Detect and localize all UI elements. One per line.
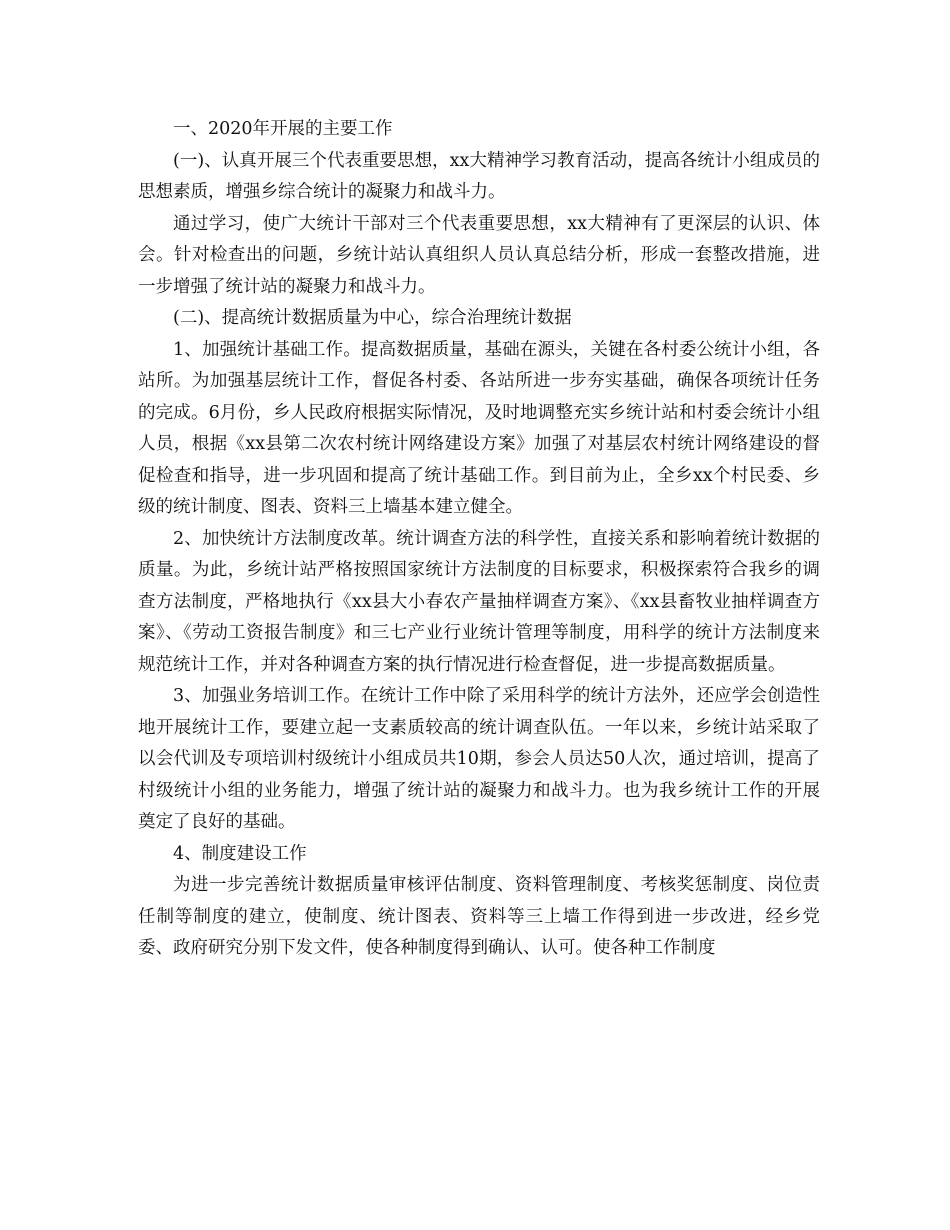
subsection-heading: (二)、提高统计数据质量为中心，综合治理统计数据 xyxy=(173,308,572,328)
body-paragraph: 1、加强统计基础工作。提高数据质量，基础在源头，关键在各村委公统计小组，各站所。为加强基层统计工作，督促各村委、各站所进一步夯实基础，确保各项统计任务的完成。6月份，乡人民政府根据实际情况，及时地调整充实乡统计站和村委会统计小组人员，根据《xx县第二次农村统计网络建设方案》加强了对基层农村统计网络建设的督促检查和指导，进一步巩固和提高了统计基础工作。到目前为止，全乡xx个村民委、乡级的统计制度、图表、资料三上墙基本建立健全。 xyxy=(138,339,820,517)
subsection-heading: 4、制度建设工作 xyxy=(173,843,307,864)
body-paragraph: 为进一步完善统计数据质量审核评估制度、资料管理制度、考核奖惩制度、岗位责任制等制度的建立，使制度、统计图表、资料等三上墙工作得到进一步改进，经乡党委、政府研究分别下发文件，使各种制度得到确认、认可。使各种工作制度 xyxy=(138,875,820,958)
document-body xyxy=(138,114,820,965)
section-heading: 一、2020年开展的主要工作 xyxy=(173,119,393,139)
body-paragraph: 2、加快统计方法制度改革。统计调查方法的科学性，直接关系和影响着统计数据的质量。为此，乡统计站严格按照国家统计方法制度的目标要求，积极探索符合我乡的调查方法制度，严格地执行《xx县大小春农产量抽样调查方案》、《xx县畜牧业抽样调查方案》、《劳动工资报告制度》和三七产业行业统计管理等制度，用科学的统计方法制度来规范统计工作，并对各种调查方案的执行情况进行检查督促，进一步提高数据质量。 xyxy=(138,528,820,675)
subsection-heading: (一)、认真开展三个代表重要思想，xx大精神学习教育活动，提高各统计小组成员的思想素质，增强乡综合统计的凝聚力和战斗力。 xyxy=(138,150,820,202)
body-paragraph: 通过学习，使广大统计干部对三个代表重要思想，xx大精神有了更深层的认识、体会。针对检查出的问题，乡统计站认真组织人员认真总结分析，形成一套整改措施，进一步增强了统计站的凝聚力和战斗力。 xyxy=(138,213,820,297)
body-paragraph: 3、加强业务培训工作。在统计工作中除了采用科学的统计方法外，还应学会创造性地开展统计工作，要建立起一支素质较高的统计调查队伍。一年以来，乡统计站采取了以会代训及专项培训村级统计小组成员共10期，参会人员达50人次，通过培训，提高了村级统计小组的业务能力，增强了统计站的凝聚力和战斗力。也为我乡统计工作的开展奠定了良好的基础。 xyxy=(138,686,820,832)
